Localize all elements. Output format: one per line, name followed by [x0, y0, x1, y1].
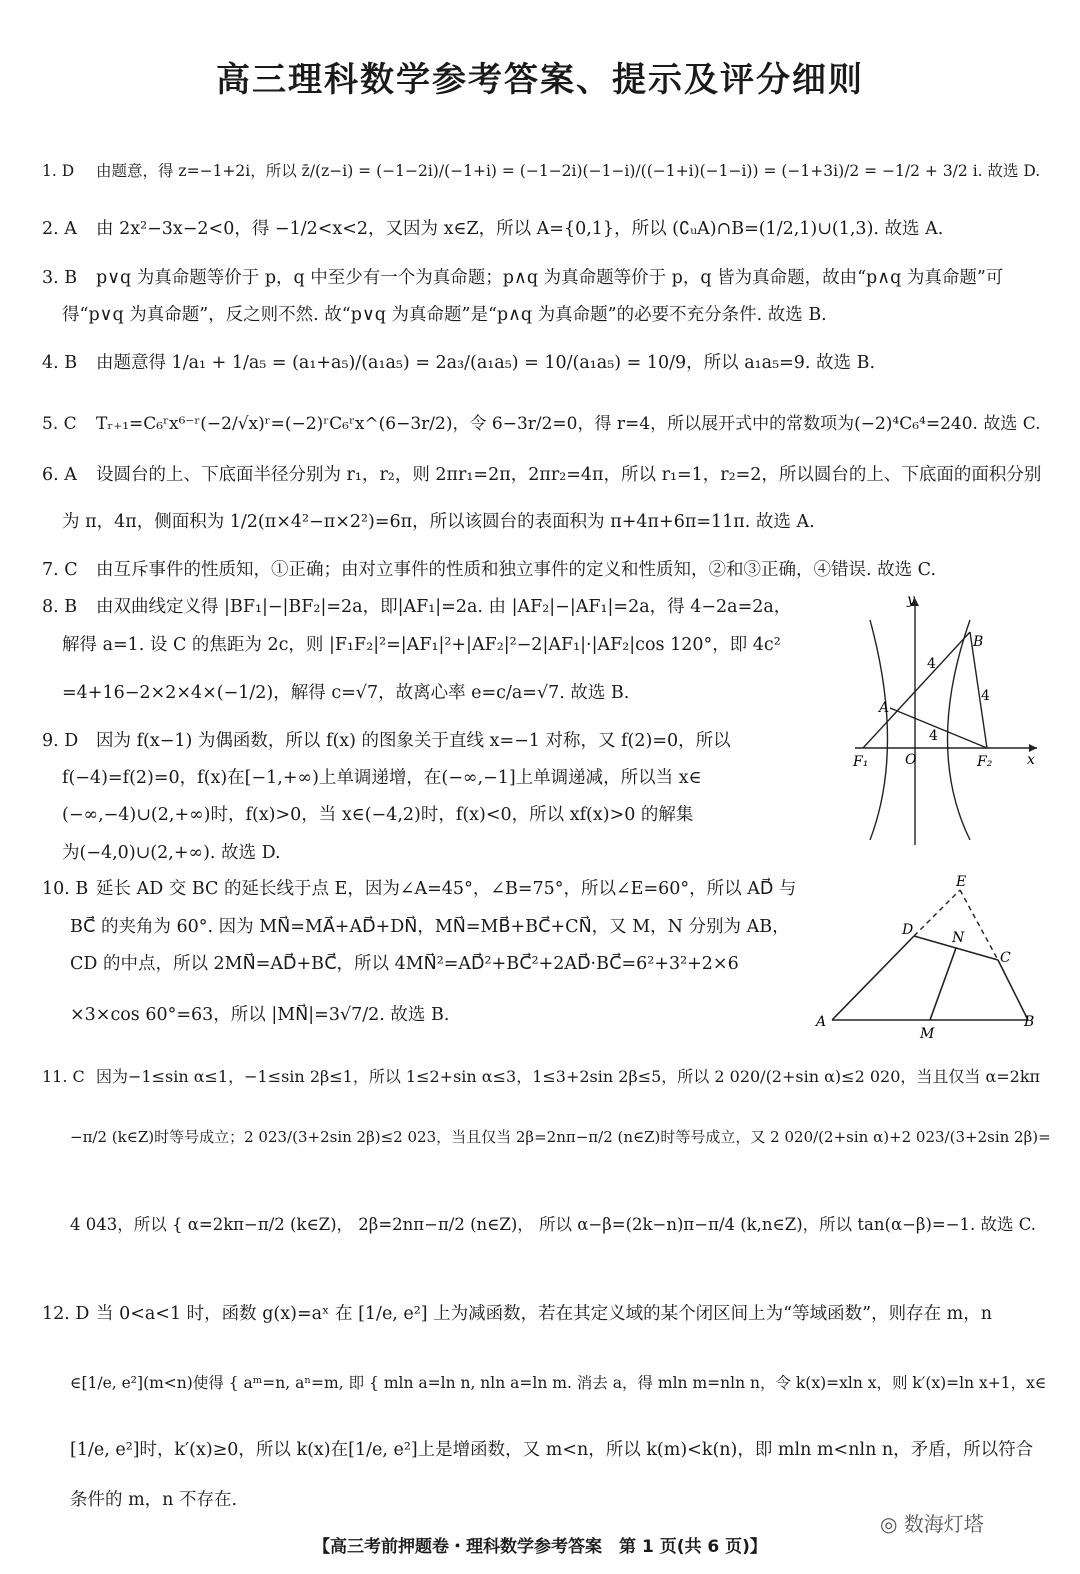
answer-10-cont: BC⃗ 的夹角为 60°. 因为 MN⃗=MA⃗+AD⃗+DN⃗，MN⃗=MB⃗+BC⃗+CN⃗，又 M，N 分别为 AB， — [70, 917, 790, 937]
answer-10 — [42, 878, 796, 900]
answer-8-cont: =4+16−2×2×4×(−1/2)，解得 c=√7，故离心率 e=c/a=√7. 故选 B. — [62, 683, 630, 703]
label-a: A — [879, 700, 890, 716]
answer-number: 5. C — [42, 414, 77, 434]
answer-number: 9. D — [42, 731, 79, 751]
segment-cb — [998, 960, 1028, 1020]
answer-12-cont: [1/e, e²]时，k′(x)≥0，所以 k(x)在[1/e, e²]上是增函数，又 m<n，所以 k(m)<k(n)，即 mln m<nln n，矛盾，所以符合 — [70, 1440, 1034, 1460]
wechat-icon: ◎ — [880, 1512, 904, 1536]
answer-11-cont: −π/2 (k∈Z)时等号成立；2 023/(3+2sin 2β)≤2 023，当且仅当 2β=2nπ−π/2 (n∈Z)时等号成立，又 2 020/(2+sin α)+2 023/(3+2sin 2β)= — [70, 1128, 1051, 1146]
answer-text: 由 2x²−3x−2<0，得 −1/2<x<2，又因为 x∈Z，所以 A={0,1}，所以 (∁ᵤA)∩B=(1/2,1)∪(1,3). 故选 A. — [96, 219, 944, 239]
answer-text: Tᵣ₊₁=C₆ʳx⁶⁻ʳ(−2/√x)ʳ=(−2)ʳC₆ʳx^(6−3r/2)，令 6−3r/2=0，得 r=4，所以展开式中的常数项为(−2)⁴C₆⁴=240. 故选 C. — [96, 414, 1041, 434]
answer-8-cont: 解得 a=1. 设 C 的焦距为 2c，则 |F₁F₂|²=|AF₁|²+|AF₂|²−2|AF₁|·|AF₂|cos 120°，即 4c² — [62, 635, 781, 655]
answer-11-cont: 4 043，所以 { α=2kπ−π/2 (k∈Z)， 2β=2nπ−π/2 (n∈Z)， 所以 α−β=(2k−n)π−π/4 (k,n∈Z)，所以 tan(α−β)=−1. 故选 C. — [70, 1215, 1037, 1234]
label-b: B — [973, 634, 984, 650]
answer-11 — [42, 1066, 1040, 1088]
answer-number: 12. D — [42, 1304, 90, 1324]
page-footer: 【高三考前押题卷・理科数学参考答案 第 1 页(共 6 页)】 — [313, 1537, 767, 1557]
answer-number: 11. C — [42, 1067, 85, 1086]
segment-ec-dashed — [960, 890, 998, 960]
answer-3-cont: 得“p∨q 为真命题”，反之则不然. 故“p∨q 为真命题”是“p∧q 为真命题”的必要不充分条件. 故选 B. — [62, 305, 827, 325]
watermark-text: 数海灯塔 — [903, 1512, 984, 1536]
quadrilateral-figure — [810, 872, 1045, 1042]
answer-9-cont: 为(−4,0)∪(2,+∞). 故选 D. — [62, 843, 281, 863]
answer-2 — [42, 218, 943, 240]
answer-10-cont: CD 的中点，所以 2MN⃗=AD⃗+BC⃗，所以 4MN⃗²=AD⃗²+BC⃗²+2AD⃗·BC⃗=6²+3²+2×6 — [70, 954, 739, 974]
answer-6-cont: 为 π，4π，侧面积为 1/2(π×4²−π×2²)=6π，所以该圆台的表面积为 π+4π+6π=11π. 故选 A. — [62, 512, 815, 532]
answer-number: 2. A — [42, 219, 77, 239]
answer-number: 3. B — [42, 268, 78, 288]
answer-5 — [42, 413, 1041, 435]
label-a: A — [816, 1014, 827, 1030]
answer-text: 当 0<a<1 时，函数 g(x)=aˣ 在 [1/e, e²] 上为减函数，若在其定义域的某个闭区间上为“等域函数”，则存在 m，n — [96, 1304, 993, 1324]
segment-mn — [930, 948, 956, 1020]
label-f2: F₂ — [977, 754, 993, 770]
label-b: B — [1024, 1014, 1035, 1030]
label-len-af2: 4 — [929, 728, 938, 744]
answer-text: 由题意，得 z=−1+2i，所以 z̄/(z−i) = (−1−2i)/(−1+i) = (−1−2i)(−1−i)/((−1+i)(−1−i)) = (−1+3i)/2 = −1/2 + 3/2 i. 故选 D. — [96, 162, 1041, 180]
answer-7 — [42, 559, 936, 581]
answer-text: 因为 f(x−1) 为偶函数，所以 f(x) 的图象关于直线 x=−1 对称，又 f(2)=0，所以 — [96, 731, 731, 751]
answer-10-cont: ×3×cos 60°=63，所以 |MN⃗|=3√7/2. 故选 B. — [70, 1005, 450, 1025]
answer-text: 因为−1≤sin α≤1，−1≤sin 2β≤1，所以 1≤2+sin α≤3，1≤3+2sin 2β≤5，所以 2 020/(2+sin α)≤2 020，当且仅当 α=2kπ — [96, 1067, 1041, 1086]
label-len-ab: 4 — [927, 656, 936, 672]
label-x: x — [1027, 752, 1035, 768]
label-y: y — [907, 592, 915, 608]
segment-ad — [832, 936, 914, 1020]
label-f1: F₁ — [853, 754, 869, 770]
answer-text: 由题意得 1/a₁ + 1/a₅ = (a₁+a₅)/(a₁a₅) = 2a₃/(a₁a₅) = 10/(a₁a₅) = 10/9，所以 a₁a₅=9. 故选 B. — [96, 353, 876, 373]
answer-number: 1. D — [42, 162, 75, 180]
line-f1-b — [863, 632, 970, 748]
label-c: C — [1000, 950, 1011, 966]
answer-text: p∨q 为真命题等价于 p，q 中至少有一个为真命题；p∧q 为真命题等价于 p，q 皆为真命题，故由“p∧q 为真命题”可 — [96, 268, 1004, 288]
answer-12-cont: ∈[1/e, e²](m<n)使得 { aᵐ=n, aⁿ=m, 即 { mln a=ln n, nln a=ln m. 消去 a，得 mln m=nln n，令 k(x)=xln x，则 k′(x)=ln x+1，x∈ — [70, 1374, 1047, 1392]
answer-text: 延长 AD 交 BC 的延长线于点 E，因为∠A=45°，∠B=75°，所以∠E=60°，所以 AD⃗ 与 — [96, 879, 797, 899]
answer-number: 4. B — [42, 353, 78, 373]
label-e: E — [956, 874, 967, 890]
answer-number: 8. B — [42, 597, 78, 617]
answer-4 — [42, 352, 875, 374]
answer-12 — [42, 1303, 992, 1325]
answer-9-cont: f(−4)=f(2)=0，f(x)在[−1,+∞)上单调递增，在(−∞,−1]上单调递减，所以当 x∈ — [62, 768, 702, 788]
answer-9-cont: (−∞,−4)∪(2,+∞)时，f(x)>0，当 x∈(−4,2)时，f(x)<0，所以 xf(x)>0 的解集 — [62, 805, 694, 825]
page-title: 高三理科数学参考答案、提示及评分细则 — [216, 60, 864, 100]
label-n: N — [952, 930, 965, 946]
answer-text: 由双曲线定义得 |BF₁|−|BF₂|=2a，即|AF₁|=2a. 由 |AF₂|−|AF₁|=2a，得 4−2a=2a， — [96, 597, 792, 617]
label-len-bf2: 4 — [981, 688, 990, 704]
hyperbola-figure — [845, 590, 1045, 850]
answer-3 — [42, 267, 1003, 289]
answer-number: 7. C — [42, 560, 78, 580]
answer-text: 由互斥事件的性质知，①正确；由对立事件的性质和独立事件的定义和性质知，②和③正确，④错误. 故选 C. — [96, 560, 937, 580]
answer-number: 10. B — [42, 879, 89, 899]
answer-1 — [42, 160, 1040, 182]
answer-12-cont: 条件的 m，n 不存在. — [70, 1490, 238, 1510]
answer-text: 设圆台的上、下底面半径分别为 r₁，r₂，则 2πr₁=2π，2πr₂=4π，所以 r₁=1，r₂=2，所以圆台的上、下底面的面积分别 — [96, 465, 1042, 485]
answer-9 — [42, 730, 731, 752]
label-o: O — [905, 752, 917, 768]
answer-6 — [42, 464, 1041, 486]
label-d: D — [902, 922, 914, 938]
line-a-f2 — [890, 708, 987, 748]
x-axis-arrow — [1029, 744, 1037, 752]
answer-8 — [42, 596, 791, 618]
answer-number: 6. A — [42, 465, 77, 485]
label-m: M — [920, 1026, 935, 1042]
